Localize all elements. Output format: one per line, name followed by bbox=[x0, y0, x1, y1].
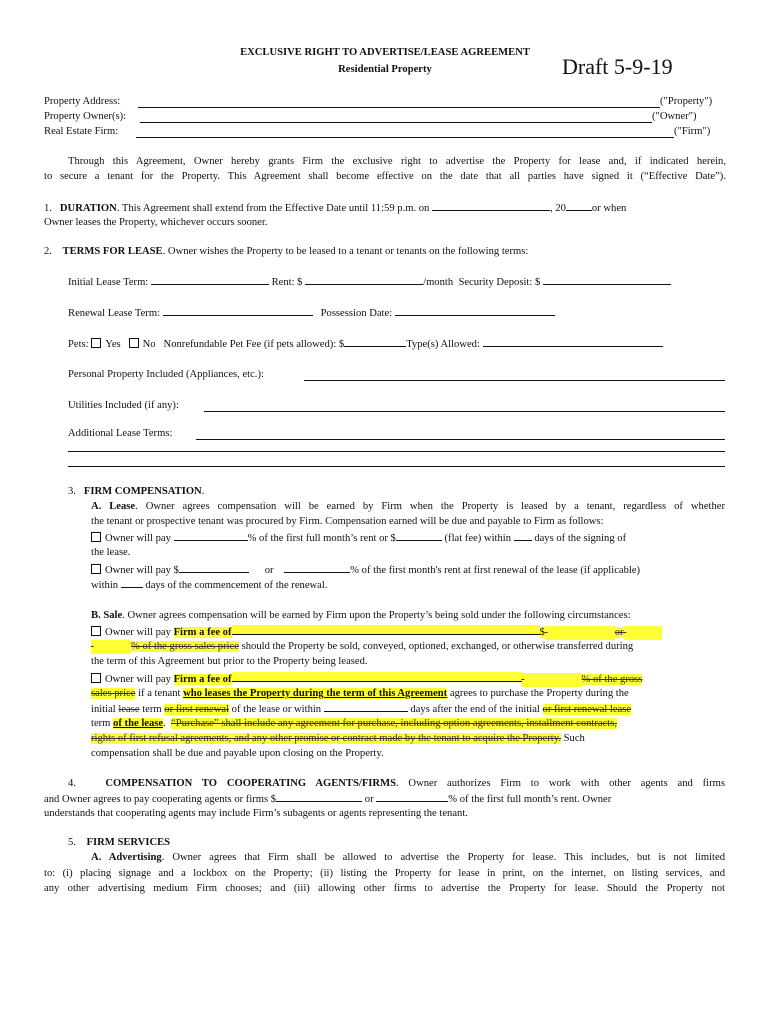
lease-flat-fee-field[interactable] bbox=[396, 531, 442, 541]
lease-para-line-1 bbox=[91, 499, 725, 515]
sale-option-2-line-4: term of the lease. “Purchase” shall include any agreement for purchase, including option agreements, installment contracts, bbox=[91, 718, 618, 729]
firm-tag: ("Firm") bbox=[674, 126, 711, 137]
section-2-heading: TERMS FOR LEASE bbox=[62, 246, 163, 257]
section-4-heading: COMPENSATION TO COOPERATING AGENTS/FIRMS bbox=[105, 778, 396, 789]
pet-fee-field[interactable] bbox=[344, 337, 406, 347]
lease-option-2-text-a: Owner will pay $ bbox=[105, 565, 179, 576]
sale-option-1-text-a: Owner will pay bbox=[105, 627, 171, 638]
sale-option-2-sales-price: sales price bbox=[91, 688, 136, 699]
sale-option-1-checkbox[interactable] bbox=[91, 626, 101, 636]
sale-option-2 bbox=[91, 672, 642, 687]
sale-option-2-text-3: of the lease or within bbox=[231, 704, 322, 715]
rent-field[interactable] bbox=[305, 275, 423, 285]
initial-lease-term-field[interactable] bbox=[151, 275, 269, 285]
duration-text-b: , 20 bbox=[550, 203, 566, 214]
lease-option-1-text-a: Owner will pay bbox=[105, 533, 171, 544]
pets-label: Pets: bbox=[68, 339, 89, 350]
lease-subheading: A. Lease bbox=[91, 501, 136, 512]
lease-option-2-text-c: % of the first month's rent at first renewal of the lease (if applicable) bbox=[350, 565, 641, 576]
additional-terms-field-1[interactable] bbox=[196, 430, 725, 440]
sale-option-1-line-3: the term of this Agreement but prior to the Property being leased. bbox=[91, 656, 368, 667]
renewal-lease-term-label: Renewal Lease Term: bbox=[68, 308, 161, 319]
types-allowed-label: Type(s) Allowed: bbox=[406, 339, 480, 350]
lease-option-1-text-d: days of the signing of bbox=[534, 533, 627, 544]
lease-option-2 bbox=[91, 563, 640, 578]
sale-option-2-text-4: days after the end of the initial bbox=[410, 704, 540, 715]
advertising-line-2: to: (i) placing signage and a lockbox on the Property; (ii) listing the Property for lease in print, on the internet, on listing services, and bbox=[44, 868, 725, 879]
personal-property-field[interactable] bbox=[304, 371, 725, 381]
personal-property-label: Personal Property Included (Appliances, etc.): bbox=[68, 369, 264, 380]
section-3-period: . bbox=[201, 486, 205, 497]
lease-option-2-text-d: within bbox=[91, 580, 119, 591]
sale-option-2-line-2 bbox=[91, 687, 629, 701]
sale-option-2-term: term bbox=[142, 704, 162, 715]
lease-days-field[interactable] bbox=[514, 531, 532, 541]
sale-option-2-checkbox[interactable] bbox=[91, 673, 101, 683]
section-5-number: 5. bbox=[68, 837, 76, 848]
section-3-number: 3. bbox=[68, 486, 76, 497]
security-deposit-field[interactable] bbox=[543, 275, 671, 285]
lease-option-1-line-2: the lease. bbox=[91, 547, 131, 558]
lease-percent-field[interactable] bbox=[174, 531, 248, 541]
sale-option-2-percent-text: % of the gross bbox=[581, 674, 643, 685]
possession-date-field[interactable] bbox=[395, 306, 555, 316]
lease-terms-row bbox=[68, 275, 671, 290]
property-owner-field[interactable] bbox=[140, 113, 652, 123]
advertising-line-1 bbox=[91, 850, 725, 866]
duration-end-date-field[interactable] bbox=[432, 201, 550, 211]
pets-yes-checkbox[interactable] bbox=[91, 338, 101, 348]
sale-option-2-days-field[interactable] bbox=[324, 702, 408, 712]
pets-row bbox=[68, 337, 663, 352]
duration-year-field[interactable] bbox=[566, 201, 592, 211]
document-subtitle: Residential Property bbox=[338, 64, 432, 75]
sale-option-2-line-5 bbox=[91, 732, 585, 746]
section-5 bbox=[68, 836, 170, 850]
additional-terms-field-2[interactable] bbox=[68, 451, 725, 452]
sale-option-1-percent-text: % of the gross sales price bbox=[131, 641, 239, 652]
sale-option-2-purchase-def-1: “Purchase” shall include any agreement for purchase, including option agreements, installment contracts, bbox=[171, 718, 618, 729]
sale-subheading: B. Sale bbox=[91, 610, 123, 621]
sale-option-2-of-the-lease: of the lease bbox=[113, 718, 164, 729]
section-2 bbox=[44, 245, 528, 259]
section-4-line-1 bbox=[68, 776, 725, 792]
renewal-row bbox=[68, 306, 555, 321]
sale-option-2-tenant-clause: who leases the Property during the term of this Agreement bbox=[183, 688, 448, 699]
sale-option-2-purchase-def-2: rights of first refusal agreements, and any other promise or contract made by the tenant to acquire the Property. bbox=[91, 733, 561, 744]
section-3 bbox=[68, 485, 204, 499]
lease-para-line-2: the tenant or prospective tenant was procured by Firm. Compensation earned will be due and payable to Firm as follows: bbox=[91, 516, 604, 527]
sale-option-1-fee-label: Firm a fee of bbox=[173, 627, 232, 638]
sale-option-2-fee-field[interactable] bbox=[232, 672, 522, 682]
additional-terms-label: Additional Lease Terms: bbox=[68, 428, 173, 439]
sale-option-2-fee-label: Firm a fee of bbox=[173, 674, 232, 685]
pets-no-checkbox[interactable] bbox=[129, 338, 139, 348]
document-title: EXCLUSIVE RIGHT TO ADVERTISE/LEASE AGREEMENT bbox=[240, 47, 530, 58]
sale-option-2-line-6: compensation shall be due and payable upon closing on the Property. bbox=[91, 748, 384, 759]
owner-tag: ("Owner") bbox=[652, 111, 697, 122]
section-1-heading: DURATION bbox=[59, 203, 117, 214]
section-4-line-3: understands that cooperating agents may include Firm’s subagents or agents representing the tenant. bbox=[44, 808, 468, 819]
sale-option-2-first-renewal-struck: or first renewal bbox=[164, 704, 230, 715]
section-1-number: 1. bbox=[44, 203, 52, 214]
lease-option-1-text-b: % of the first full month’s rent or $ bbox=[247, 533, 396, 544]
pets-yes-label: Yes bbox=[105, 339, 121, 350]
draft-stamp: Draft 5-9-19 bbox=[562, 54, 673, 79]
initial-lease-term-label: Initial Lease Term: bbox=[68, 277, 149, 288]
property-address-field[interactable] bbox=[138, 98, 660, 108]
security-deposit-label: Security Deposit: $ bbox=[458, 277, 541, 288]
section-4-or: or bbox=[364, 794, 374, 805]
pets-no-label: No bbox=[142, 339, 156, 350]
sale-option-1-dollar: $ bbox=[539, 627, 545, 638]
lease-option-1-checkbox[interactable] bbox=[91, 532, 101, 542]
lease-option-2-line-2 bbox=[91, 578, 327, 593]
lease-option-2-text-e: days of the commencement of the renewal. bbox=[145, 580, 328, 591]
lease-option-2-checkbox[interactable] bbox=[91, 564, 101, 574]
sale-option-2-line-3 bbox=[91, 702, 631, 717]
section-4-text-1: . Owner authorizes Firm to work with other agents and firms bbox=[395, 778, 725, 789]
real-estate-firm-field[interactable] bbox=[136, 128, 674, 138]
lease-option-1-text-c: (flat fee) within bbox=[444, 533, 511, 544]
sale-option-2-text-a: Owner will pay bbox=[105, 674, 171, 685]
rent-label: Rent: $ bbox=[271, 277, 303, 288]
intro-line-2: to secure a tenant for the Property. This Agreement shall become effective on the date that all parties have signed it (“Effective Date”). bbox=[44, 171, 726, 182]
section-2-number: 2. bbox=[44, 246, 52, 257]
sale-option-1-line-2 bbox=[91, 640, 633, 654]
pet-fee-label: Nonrefundable Pet Fee (if pets allowed): $ bbox=[163, 339, 345, 350]
cooperating-percent-field[interactable] bbox=[376, 792, 448, 802]
section-4-number: 4. bbox=[68, 778, 76, 789]
sale-para-line-1 bbox=[91, 609, 631, 623]
duration-text-a: . This Agreement shall extend from the Effective Date until 11:59 p.m. on bbox=[116, 203, 430, 214]
duration-line-2: Owner leases the Property, whichever occurs sooner. bbox=[44, 217, 268, 228]
sale-option-2-term-2: term bbox=[91, 718, 111, 729]
real-estate-firm-label: Real Estate Firm: bbox=[44, 126, 119, 137]
utilities-label: Utilities Included (if any): bbox=[68, 400, 179, 411]
section-3-heading: FIRM COMPENSATION bbox=[83, 486, 202, 497]
sale-option-1-fee-field[interactable] bbox=[232, 625, 540, 635]
renewal-days-field[interactable] bbox=[121, 578, 143, 588]
property-owner-label: Property Owner(s): bbox=[44, 111, 127, 122]
duration-text-c: or when bbox=[591, 203, 627, 214]
lease-option-2-text-b: or bbox=[264, 565, 274, 576]
sale-option-1 bbox=[91, 625, 662, 640]
section-1 bbox=[44, 201, 626, 216]
terms-intro: . Owner wishes the Property to be leased to a tenant or tenants on the following terms: bbox=[162, 246, 529, 257]
lease-option-1 bbox=[91, 531, 626, 546]
renewal-percent-field[interactable] bbox=[284, 563, 350, 573]
section-5-heading: FIRM SERVICES bbox=[86, 837, 171, 848]
sale-option-1-or: or bbox=[614, 627, 624, 638]
section-4-text-3: % of the first full month’s rent. Owner bbox=[448, 794, 612, 805]
renewal-amount-field[interactable] bbox=[179, 563, 249, 573]
sale-para-text-1: . Owner agrees compensation will be earned by Firm upon the Property’s being sold under the following circumstances: bbox=[122, 610, 631, 621]
advertising-line-3: any other advertising medium Firm chooses; and (iii) allowing other firms to advertise the Property for lease. Should the Property not bbox=[44, 883, 725, 894]
sale-option-2-renewal-lease-struck: or first renewal lease bbox=[542, 704, 632, 715]
possession-date-label: Possession Date: bbox=[320, 308, 393, 319]
per-month-label: /month bbox=[423, 277, 454, 288]
sale-option-2-lease-struck: lease bbox=[118, 704, 140, 715]
lease-para-text-1: . Owner agrees compensation will be earned by Firm when the Property is leased by a tenant, regardless of whether bbox=[135, 501, 725, 512]
intro-line-1: Through this Agreement, Owner hereby grants Firm the exclusive right to advertise the Property for lease and, if indicated herein, bbox=[68, 156, 726, 167]
utilities-field[interactable] bbox=[204, 402, 725, 412]
cooperating-amount-field[interactable] bbox=[276, 792, 362, 802]
sale-option-2-such: Such bbox=[563, 733, 585, 744]
section-4-text-2: and Owner agrees to pay cooperating agents or firms $ bbox=[44, 794, 277, 805]
renewal-lease-term-field[interactable] bbox=[163, 306, 313, 316]
sale-option-2-initial: initial bbox=[91, 704, 116, 715]
advertising-text-1: . Owner agrees that Firm shall be allowed to advertise the Property for lease. This includes, but is not limited bbox=[161, 852, 725, 863]
sale-option-2-text-1: if a tenant bbox=[138, 688, 181, 699]
additional-terms-field-3[interactable] bbox=[68, 466, 725, 467]
sale-option-1-rest: should the Property be sold, conveyed, optioned, exchanged, or otherwise transferred during bbox=[241, 641, 634, 652]
property-tag: ("Property") bbox=[660, 96, 713, 107]
sale-option-2-text-2: agrees to purchase the Property during the bbox=[449, 688, 629, 699]
advertising-subheading: A. Advertising bbox=[91, 852, 162, 863]
section-4-line-2 bbox=[44, 792, 611, 807]
types-allowed-field[interactable] bbox=[483, 337, 663, 347]
property-address-label: Property Address: bbox=[44, 96, 121, 107]
